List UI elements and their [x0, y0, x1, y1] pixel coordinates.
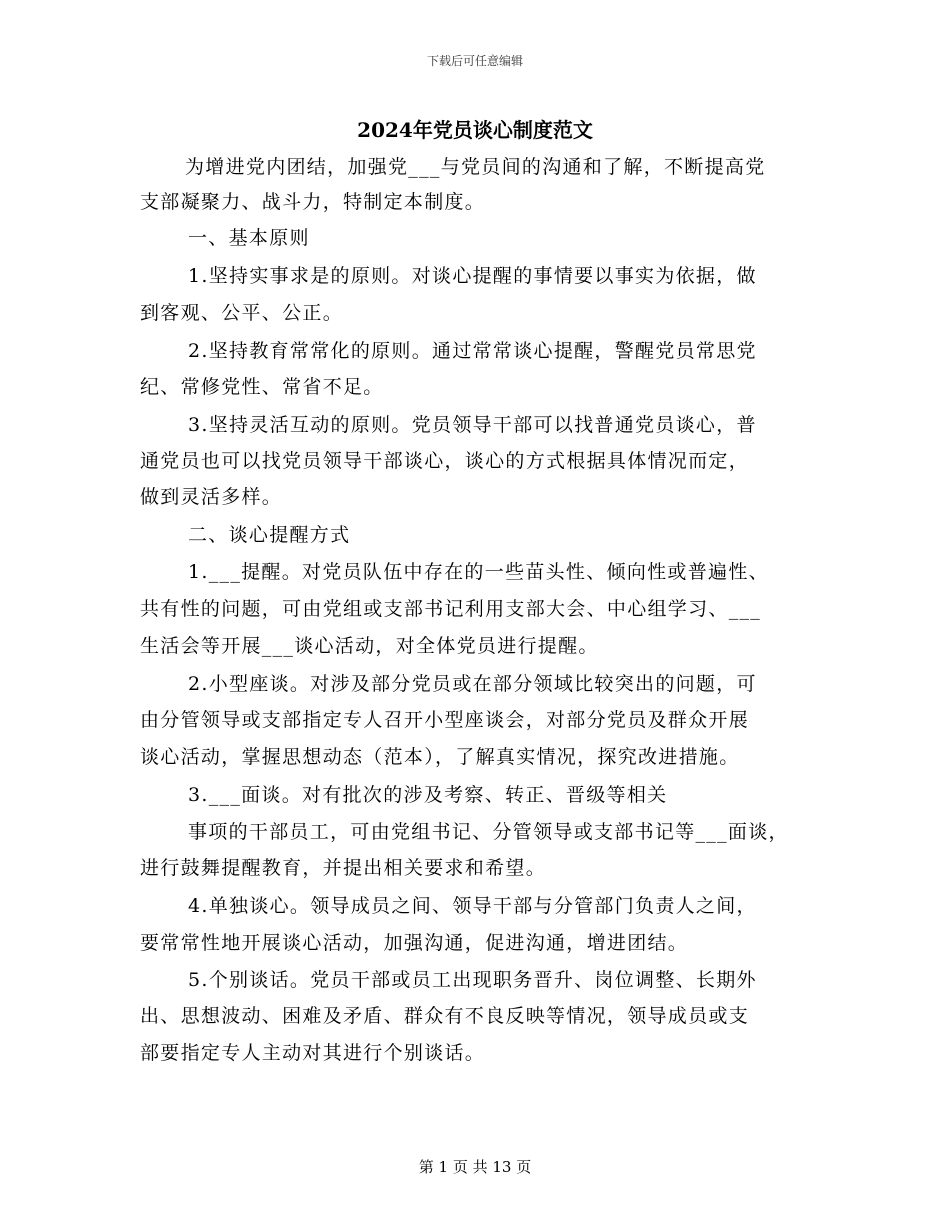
paragraph-line: 5.个别谈话。党员干部或员工出现职务晋升、岗位调整、长期外 [188, 969, 757, 991]
paragraph-line: 1.坚持实事求是的原则。对谈心提醒的事情要以事实为依据，做 [188, 265, 757, 287]
paragraph-line: 要常常性地开展谈心活动，加强沟通，促进沟通，增进团结。 [140, 932, 689, 954]
paragraph-line: 1.___提醒。对党员队伍中存在的一些苗头性、倾向性或普遍性、 [188, 561, 769, 583]
paragraph-line: 纪、常修党性、常省不足。 [140, 376, 384, 398]
document-title: 2024年党员谈心制度范文 [357, 118, 593, 142]
paragraph-line: 由分管领导或支部指定专人召开小型座谈会，对部分党员及群众开展 [140, 709, 750, 731]
paragraph-line: 部要指定专人主动对其进行个别谈话。 [140, 1042, 486, 1064]
paragraph-line: 出、思想波动、困难及矛盾、群众有不良反映等情况，领导成员或支 [140, 1005, 750, 1027]
paragraph-line: 谈心活动，掌握思想动态（范本），了解真实情况，探究改进措施。 [140, 746, 740, 768]
section-heading: 二、谈心提醒方式 [188, 524, 351, 546]
paragraph-line: 为增进党内团结，加强党___与党员间的沟通和了解，不断提高党 [185, 156, 766, 178]
paragraph-line: 2.小型座谈。对涉及部分党员或在部分领域比较突出的问题，可 [188, 673, 757, 695]
paragraph-line: 3.坚持灵活互动的原则。党员领导干部可以找普通党员谈心，普 [188, 414, 757, 436]
paragraph-line: 2.坚持教育常常化的原则。通过常常谈心提醒，警醒党员常思党 [188, 340, 757, 362]
paragraph-line: 做到灵活多样。 [140, 486, 283, 508]
paragraph-line: 进行鼓舞提醒教育，并提出相关要求和希望。 [140, 857, 547, 879]
paragraph-line: 支部凝聚力、战斗力，特制定本制度。 [140, 191, 486, 213]
paragraph-line: 共有性的问题，可由党组或支部书记利用支部大会、中心组学习、___ [140, 598, 762, 620]
page-number: 第 1 页 共 13 页 [418, 1158, 532, 1176]
paragraph-line: 通党员也可以找党员领导干部谈心，谈心的方式根据具体情况而定， [140, 450, 750, 472]
page-header-note: 下载后可任意编辑 [426, 54, 523, 68]
paragraph-line: 生活会等开展___谈心活动，对全体党员进行提醒。 [140, 635, 599, 657]
paragraph-line: 到客观、公平、公正。 [140, 302, 344, 324]
paragraph-line: 3.___面谈。对有批次的涉及考察、转正、晋级等相关 [188, 784, 668, 806]
paragraph-line: 事项的干部员工，可由党组书记、分管领导或支部书记等___面谈， [188, 821, 789, 843]
section-heading: 一、基本原则 [188, 227, 310, 249]
paragraph-line: 4.单独谈心。领导成员之间、领导干部与分管部门负责人之间， [188, 895, 757, 917]
